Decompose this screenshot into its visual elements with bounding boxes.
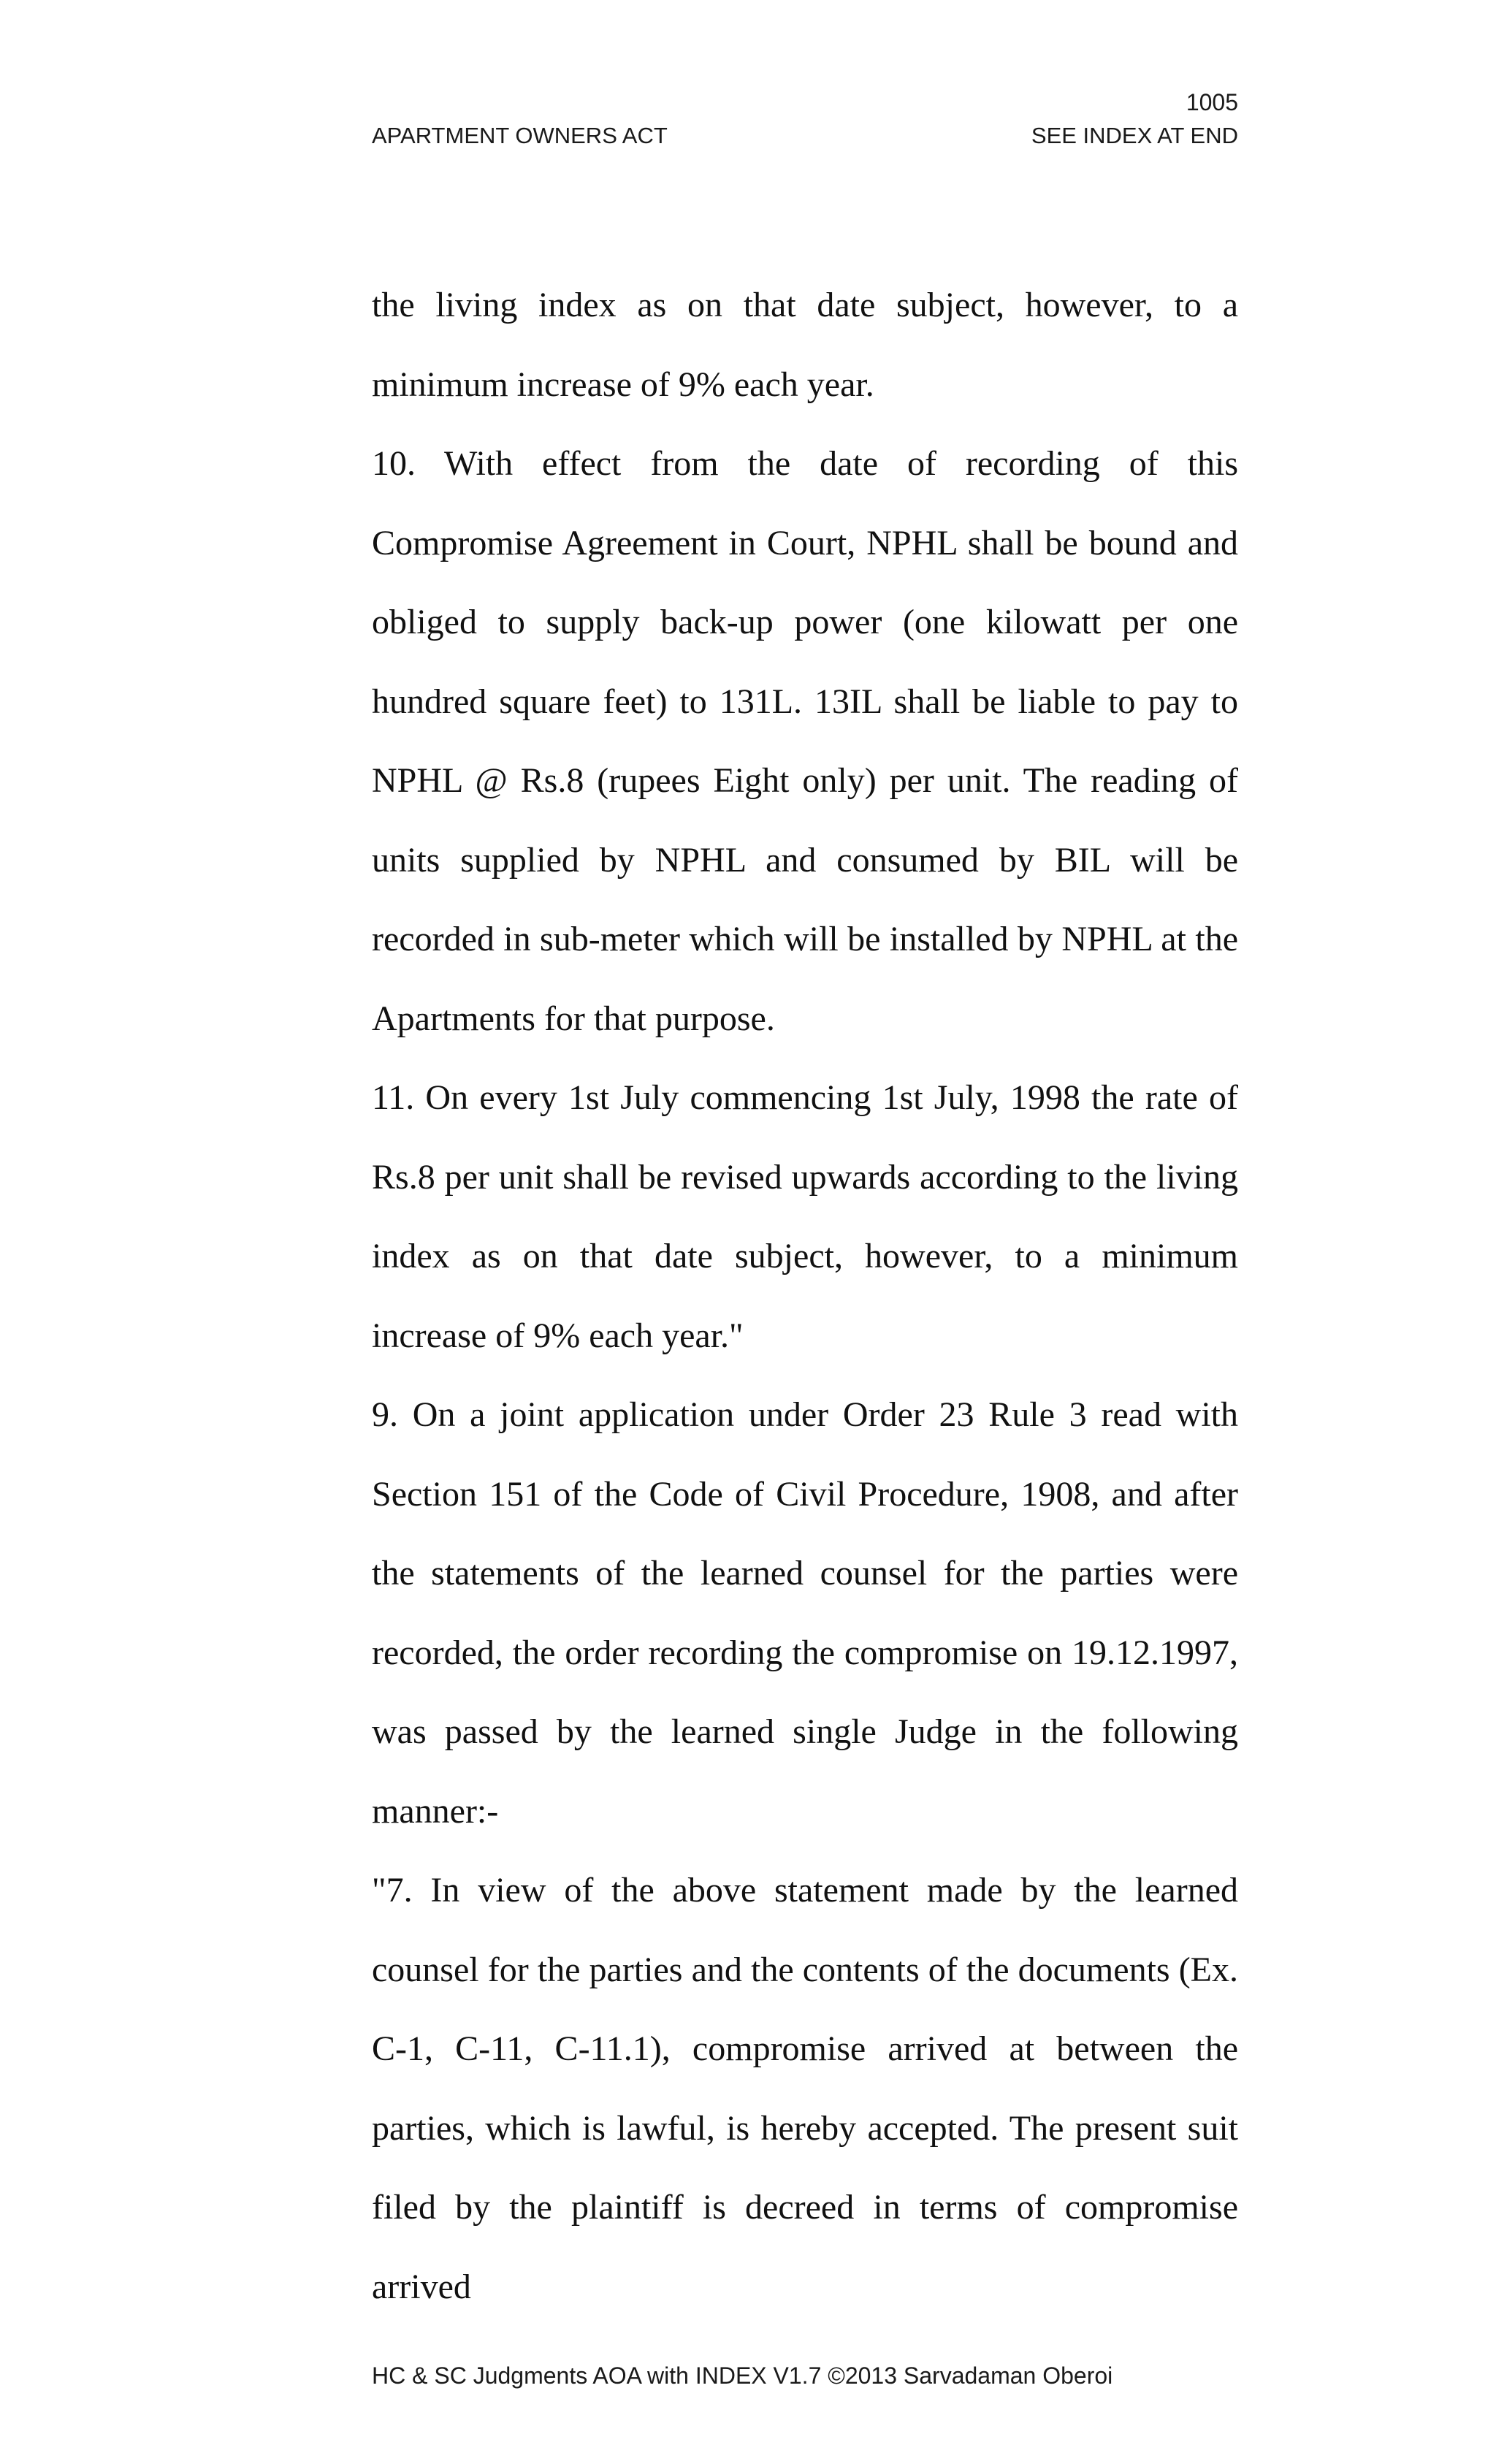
header-index-note: SEE INDEX AT END (1031, 123, 1238, 148)
paragraph-9: 9. On a joint application under Order 23 Rule 3 read with Section 151 of the Code of Civil Procedure, 1908, and after the statements of the learned counsel for the parties were recorded, the order recording the compromise on 19.12.1997, was passed by the learned single Judge in the following manner:- (372, 1395, 1238, 1831)
paragraph-quoted-order-7: "7. In view of the above statement made by the learned counsel for the parties and the contents of the documents (Ex. C-1, C-11, C-11.1), compromise arrived at between the parties, which is lawful, is hereby accepted. The present suit filed by the plaintiff is decreed in terms of compromise arrived (372, 1871, 1238, 2306)
page-footer: HC & SC Judgments AOA with INDEX V1.7 ©2013 Sarvadaman Oberoi (372, 2362, 1113, 2389)
running-header (372, 121, 1238, 150)
document-body (372, 266, 1238, 2327)
header-title: APARTMENT OWNERS ACT (372, 123, 668, 148)
page-number: 1005 (1186, 89, 1238, 115)
paragraph-continuation: the living index as on that date subject, however, to a minimum increase of 9% each year. (372, 286, 1238, 404)
paragraph-clause-11: 11. On every 1st July commencing 1st July, 1998 the rate of Rs.8 per unit shall be revised upwards according to the living index as on that date subject, however, to a minimum increase of 9% each year." (372, 1078, 1238, 1355)
paragraph-clause-10: 10. With effect from the date of recording of this Compromise Agreement in Court, NPHL shall be bound and obliged to supply back-up power (one kilowatt per one hundred square feet) to 131L. 13IL shall be liable to pay to NPHL @ Rs.8 (rupees Eight only) per unit. The reading of units supplied by NPHL and consumed by BIL will be recorded in sub-meter which will be installed by NPHL at the Apartments for that purpose. (372, 444, 1238, 1038)
